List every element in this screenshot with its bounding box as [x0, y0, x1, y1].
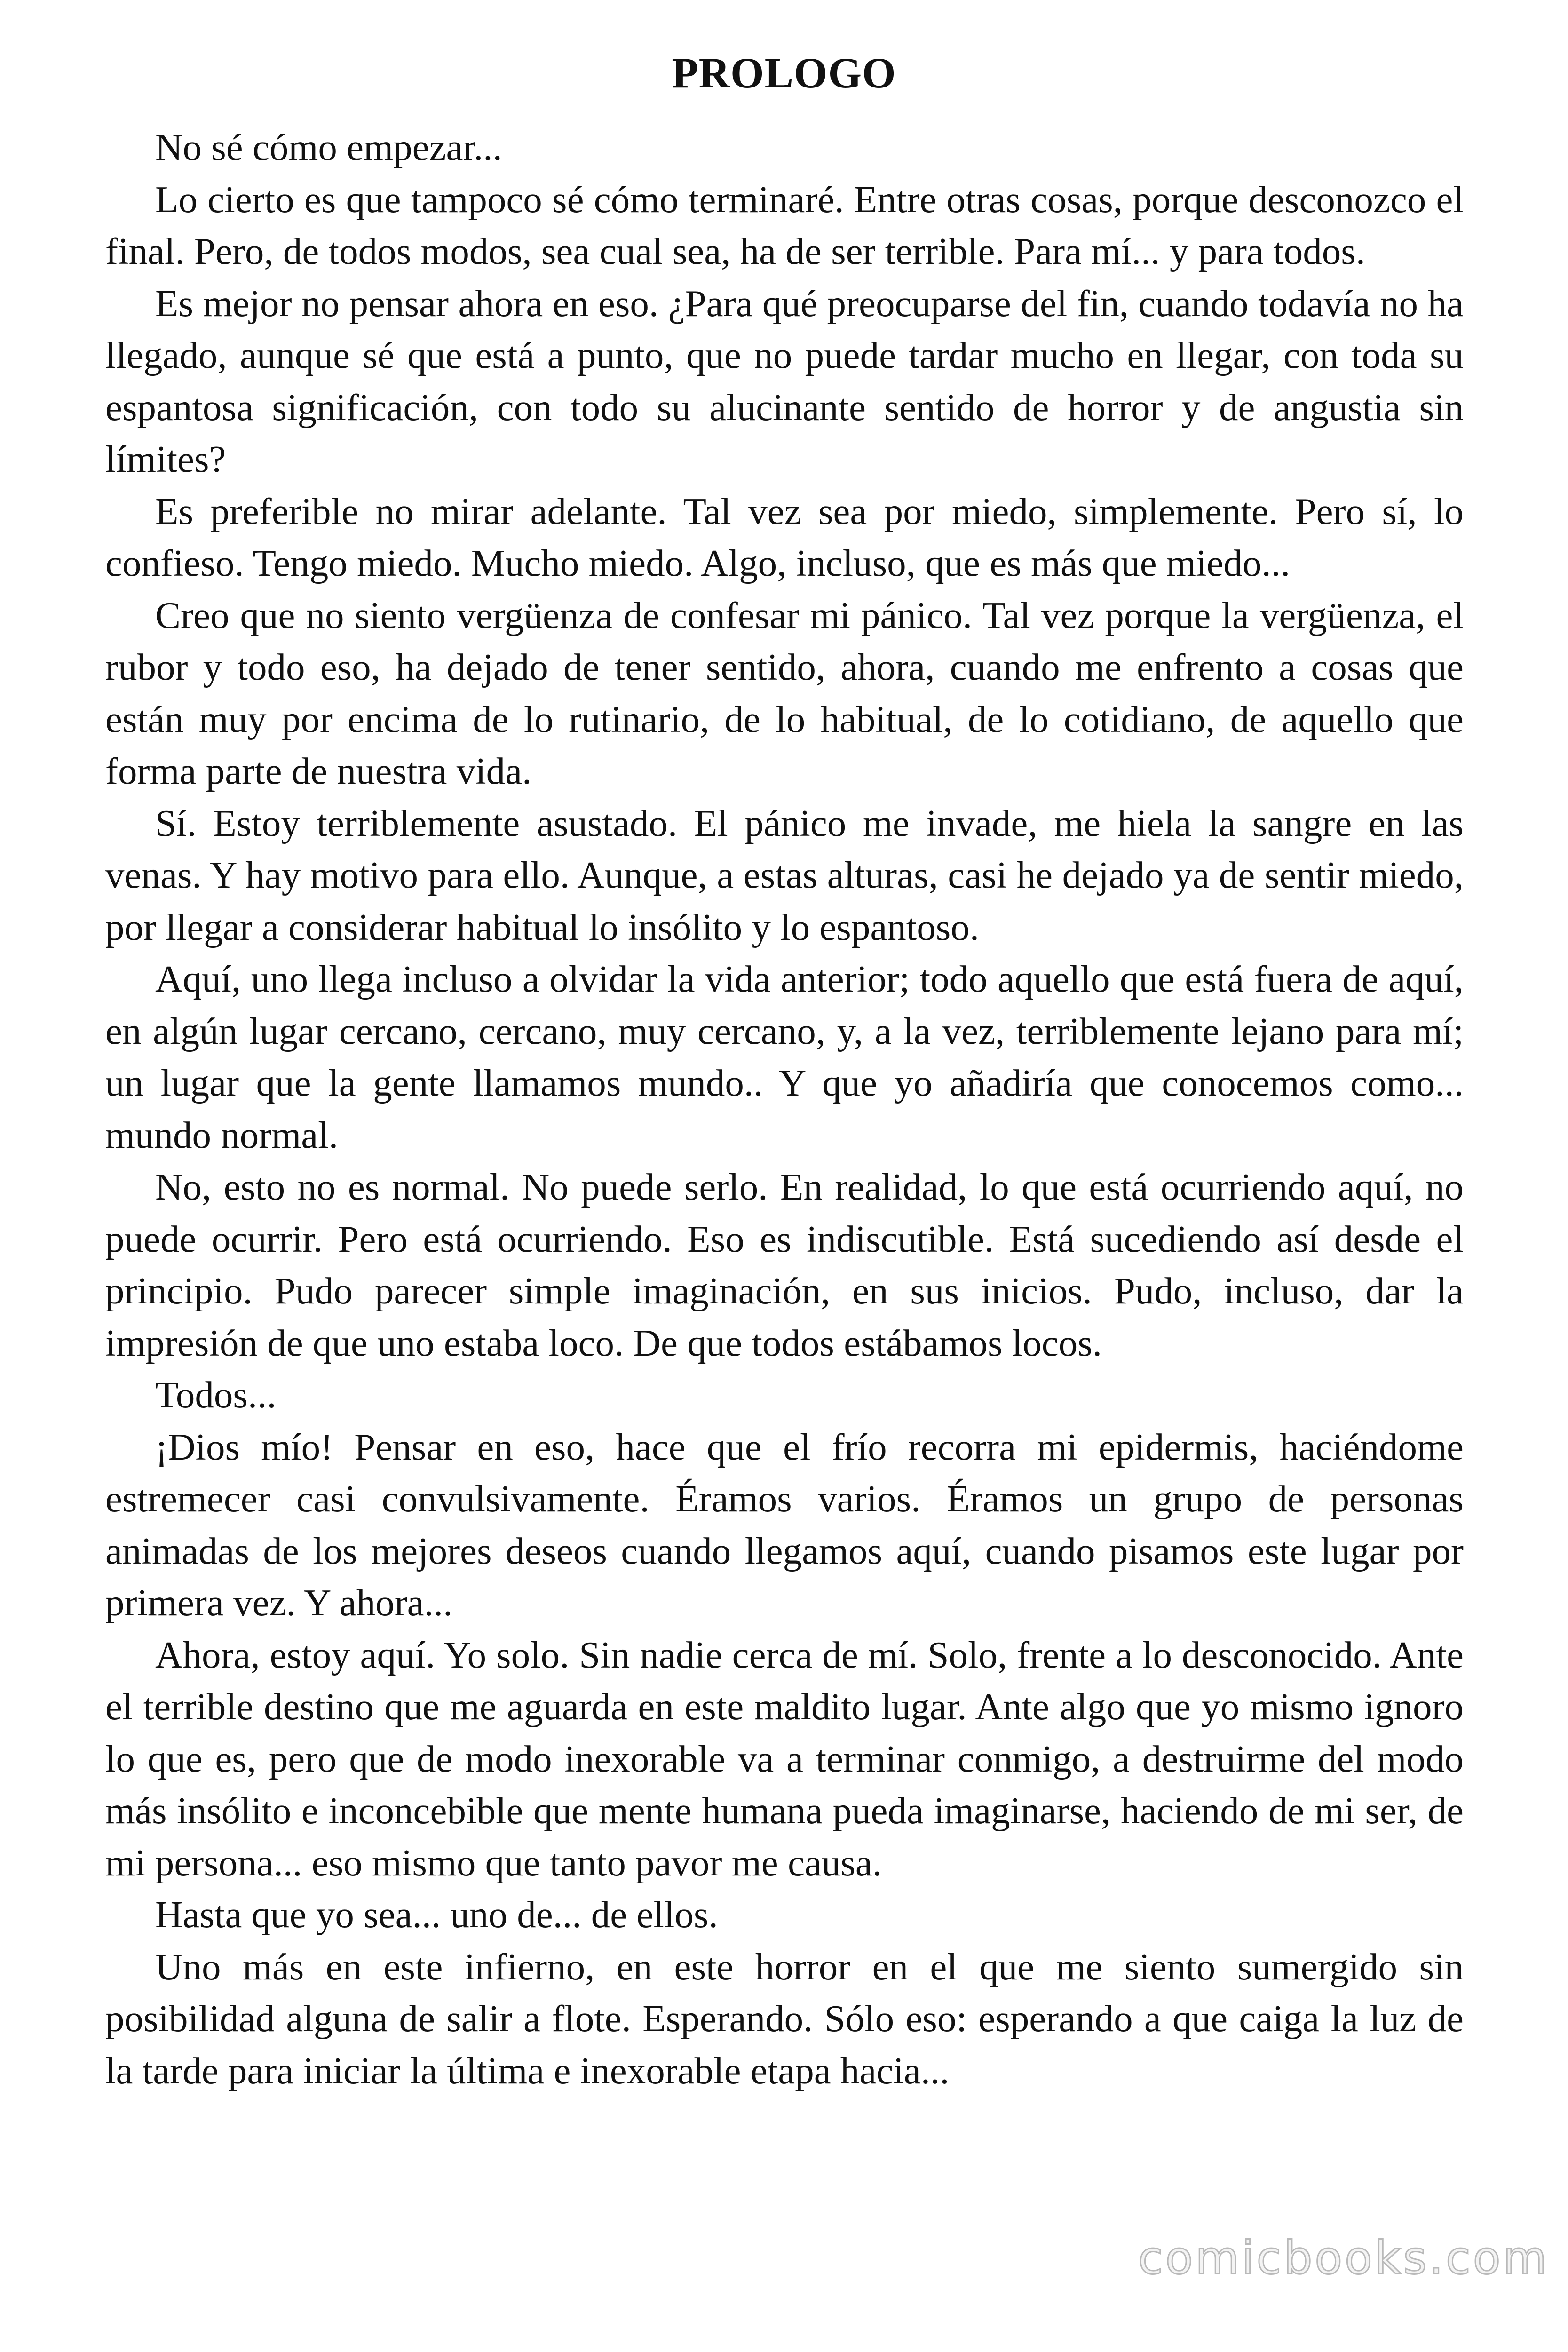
body-text: [105, 121, 1464, 2097]
paragraph: No, esto no es normal. No puede serlo. En realidad, lo que está ocurriendo aquí, no puede ocurrir. Pero está ocurriendo. Eso es indiscutible. Está sucediendo así desde el principio. Pudo parecer simple imaginación, en sus inicios. Pudo, incluso, dar la impresión de que uno estaba loco. De que todos estábamos locos.: [105, 1166, 1464, 1364]
paragraph: Aquí, uno llega incluso a olvidar la vida anterior; todo aquello que está fuera de aquí, en algún lugar cercano, cercano, muy cercano, y, a la vez, terriblemente lejano para mí; un lugar que la gente llamamos mundo.. Y que yo añadiría que conocemos como... mundo normal.: [105, 958, 1464, 1156]
paragraph: Es mejor no pensar ahora en eso. ¿Para qué preocuparse del fin, cuando todavía no ha llegado, aunque sé que está a punto, que no puede tardar mucho en llegar, con toda su espantosa significación, con todo su alucinante sentido de horror y de angustia sin límites?: [105, 282, 1464, 480]
watermark: comicbooks.com: [1138, 2232, 1549, 2284]
paragraph: Uno más en este infierno, en este horror en el que me siento sumergido sin posibilidad alguna de salir a flote. Esperando. Sólo eso: esperando a que caiga la luz de la tarde para iniciar la última e inexorable etapa hacia...: [105, 1945, 1464, 2092]
paragraph: Creo que no siento vergüenza de confesar mi pánico. Tal vez porque la vergüenza, el rubor y todo eso, ha dejado de tener sentido, ahora, cuando me enfrento a cosas que están muy por encima de lo rutinario, de lo habitual, de lo cotidiano, de aquello que forma parte de nuestra vida.: [105, 594, 1464, 792]
paragraph: ¡Dios mío! Pensar en eso, hace que el frío recorra mi epidermis, haciéndome estremecer casi convulsivamente. Éramos varios. Éramos un grupo de personas animadas de los mejores deseos cuando llegamos aquí, cuando pisamos este lugar por primera vez. Y ahora...: [105, 1425, 1464, 1624]
paragraph: Ahora, estoy aquí. Yo solo. Sin nadie cerca de mí. Solo, frente a lo desconocido. Ante el terrible destino que me aguarda en este maldito lugar. Ante algo que yo mismo ignoro lo que es, pero que de modo inexorable va a terminar conmigo, a destruirme del modo más insólito e inconcebible que mente humana pueda imaginarse, haciendo de mi ser, de mi persona... eso mismo que tanto pavor me causa.: [105, 1633, 1464, 1884]
paragraph: Todos...: [155, 1374, 277, 1416]
paragraph: No sé cómo empezar...: [155, 126, 502, 168]
paragraph: Hasta que yo sea... uno de... de ellos.: [155, 1893, 718, 1936]
paragraph: Es preferible no mirar adelante. Tal vez sea por miedo, simplemente. Pero sí, lo confieso. Tengo miedo. Mucho miedo. Algo, incluso, que es más que miedo...: [105, 490, 1464, 584]
page-title: PROLOGO: [672, 48, 896, 97]
paragraph: Lo cierto es que tampoco sé cómo terminaré. Entre otras cosas, porque desconozco el final. Pero, de todos modos, sea cual sea, ha de ser terrible. Para mí... y para todos.: [105, 178, 1464, 272]
paragraph: Sí. Estoy terriblemente asustado. El pánico me invade, me hiela la sangre en las venas. Y hay motivo para ello. Aunque, a estas alturas, casi he dejado ya de sentir miedo, por llegar a considerar habitual lo insólito y lo espantoso.: [105, 802, 1464, 948]
